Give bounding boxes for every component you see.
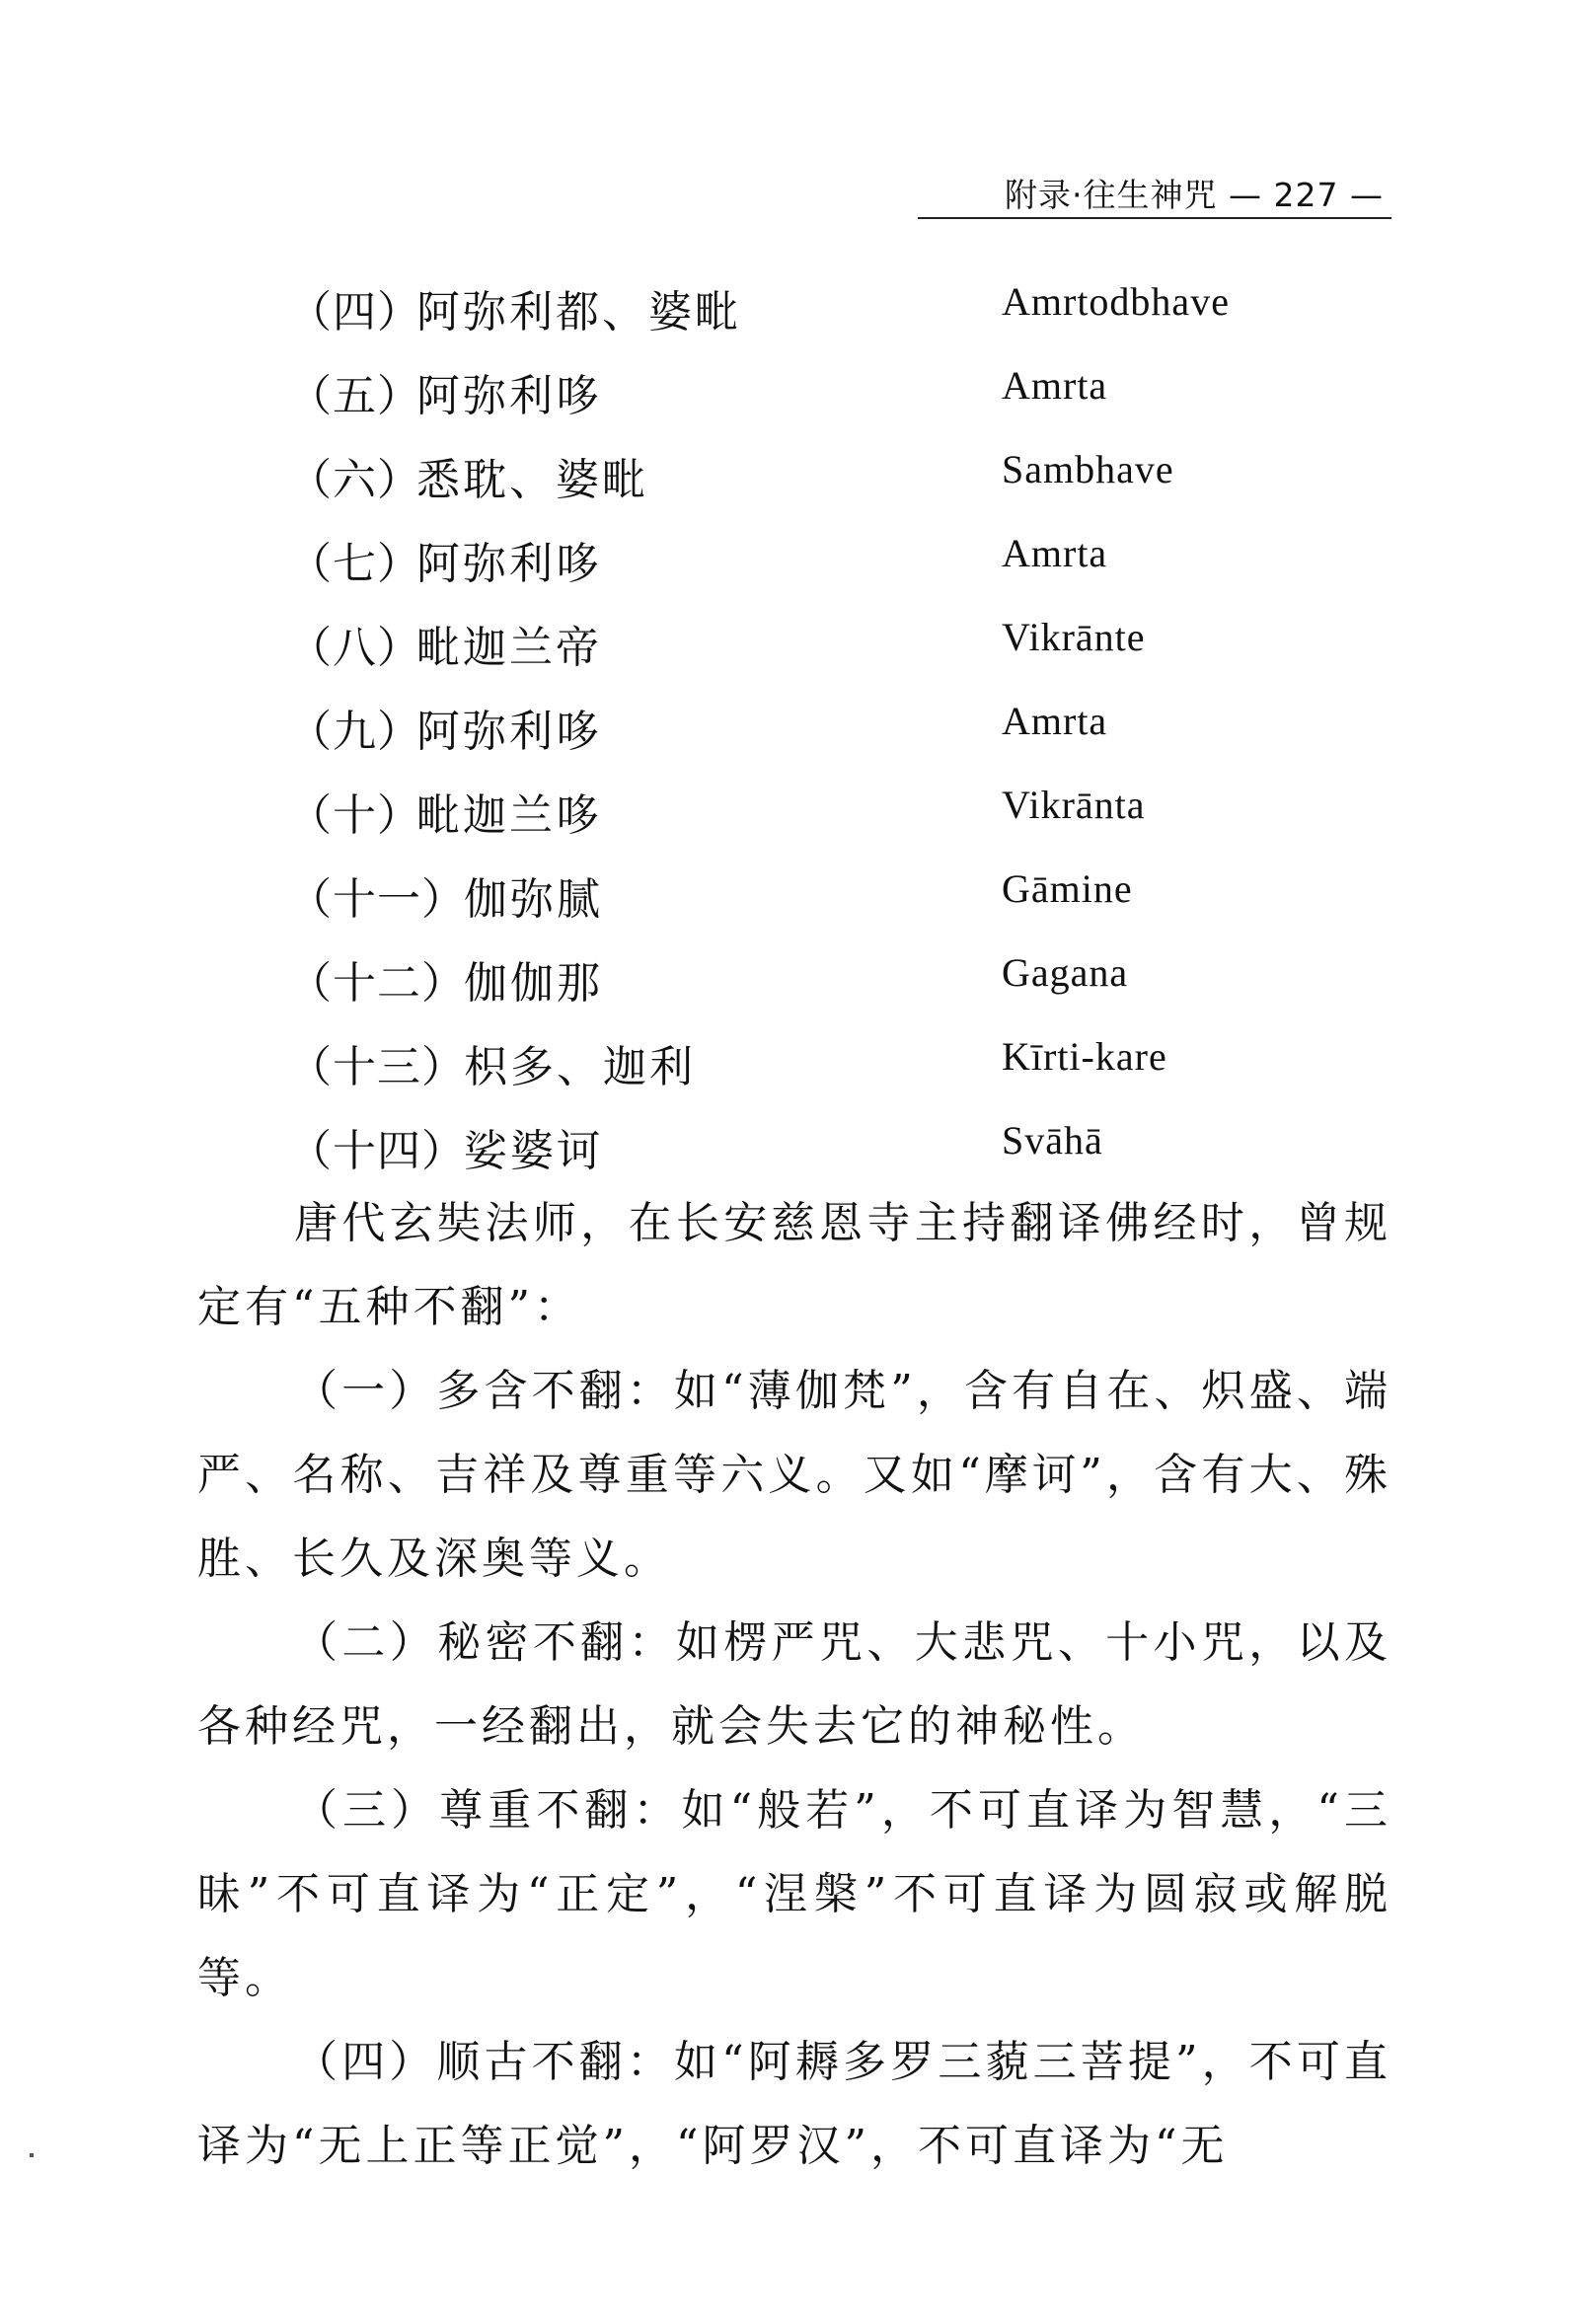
mantra-row	[0, 612, 1579, 691]
mantra-row	[0, 780, 1579, 859]
mantra-row	[0, 1031, 1579, 1110]
mantra-row	[0, 528, 1579, 607]
mantra-chinese: 阿弥利都、婆毗	[416, 287, 741, 337]
mantra-number: （十三）	[288, 1042, 466, 1092]
running-header	[918, 166, 1391, 219]
mantra-chinese: 伽伽那	[464, 958, 603, 1009]
mantra-chinese: 枳多、迦利	[464, 1042, 696, 1092]
mantra-row	[0, 276, 1579, 355]
mantra-sanskrit: Gāmine	[1002, 866, 1133, 911]
paragraph: （一）多含不翻：如“薄伽梵”，含有自在、炽盛、端严、名称、吉祥及尊重等六义。又如“摩诃”，含有大、殊胜、长久及深奥等义。	[197, 1366, 1391, 1584]
mantra-number: （八）	[288, 623, 421, 673]
mantra-number: （九）	[288, 707, 421, 757]
header-text: 附录·往生神咒 — 227 —	[1005, 176, 1384, 214]
mantra-chinese: 毗迦兰帝	[416, 623, 602, 673]
mantra-number: （五）	[288, 371, 421, 421]
mantra-chinese: 伽弥腻	[464, 874, 603, 925]
scan-speck	[30, 2153, 34, 2157]
mantra-chinese: 阿弥利哆	[416, 707, 602, 757]
paragraph: （三）尊重不翻：如“般若”，不可直译为智慧，“三昧”不可直译为“正定”，“涅槃”不可直译为圆寂或解脱等。	[197, 1785, 1391, 2003]
mantra-sanskrit: Amrtodbhave	[1002, 279, 1230, 324]
mantra-sanskrit: Amrta	[1002, 531, 1108, 575]
mantra-chinese: 毗迦兰哆	[416, 790, 602, 841]
mantra-number: （十二）	[288, 958, 466, 1009]
mantra-chinese: 阿弥利哆	[416, 371, 602, 421]
mantra-sanskrit: Kīrti-kare	[1002, 1034, 1167, 1079]
mantra-sanskrit: Sambhave	[1002, 447, 1174, 491]
mantra-chinese: 悉耽、婆毗	[416, 455, 648, 505]
mantra-number: （四）	[288, 287, 421, 337]
mantra-number: （十）	[288, 790, 421, 841]
mantra-number: （十四）	[288, 1126, 466, 1176]
mantra-row	[0, 360, 1579, 439]
mantra-row	[0, 696, 1579, 775]
mantra-sanskrit: Amrta	[1002, 363, 1108, 408]
mantra-chinese: 娑婆诃	[464, 1126, 603, 1176]
paragraph: （二）秘密不翻：如楞严咒、大悲咒、十小咒，以及各种经咒，一经翻出，就会失去它的神秘性。	[197, 1617, 1391, 1752]
paragraph: 唐代玄奘法师，在长安慈恩寺主持翻译佛经时，曾规定有“五种不翻”：	[197, 1198, 1391, 1332]
mantra-sanskrit: Gagana	[1002, 950, 1129, 995]
mantra-row	[0, 863, 1579, 942]
paragraph: （四）顺古不翻：如“阿耨多罗三藐三菩提”，不可直译为“无上正等正觉”，“阿罗汉”，不可直译为“无	[197, 2037, 1391, 2171]
mantra-row	[0, 947, 1579, 1026]
mantra-number: （十一）	[288, 874, 466, 925]
mantra-number: （七）	[288, 539, 421, 589]
mantra-number: （六）	[288, 455, 421, 505]
mantra-sanskrit: Amrta	[1002, 699, 1108, 743]
mantra-chinese: 阿弥利哆	[416, 539, 602, 589]
mantra-row	[0, 444, 1579, 523]
mantra-sanskrit: Vikrānta	[1002, 783, 1146, 827]
mantra-sanskrit: Vikrānte	[1002, 615, 1146, 659]
mantra-sanskrit: Svāhā	[1002, 1118, 1103, 1162]
